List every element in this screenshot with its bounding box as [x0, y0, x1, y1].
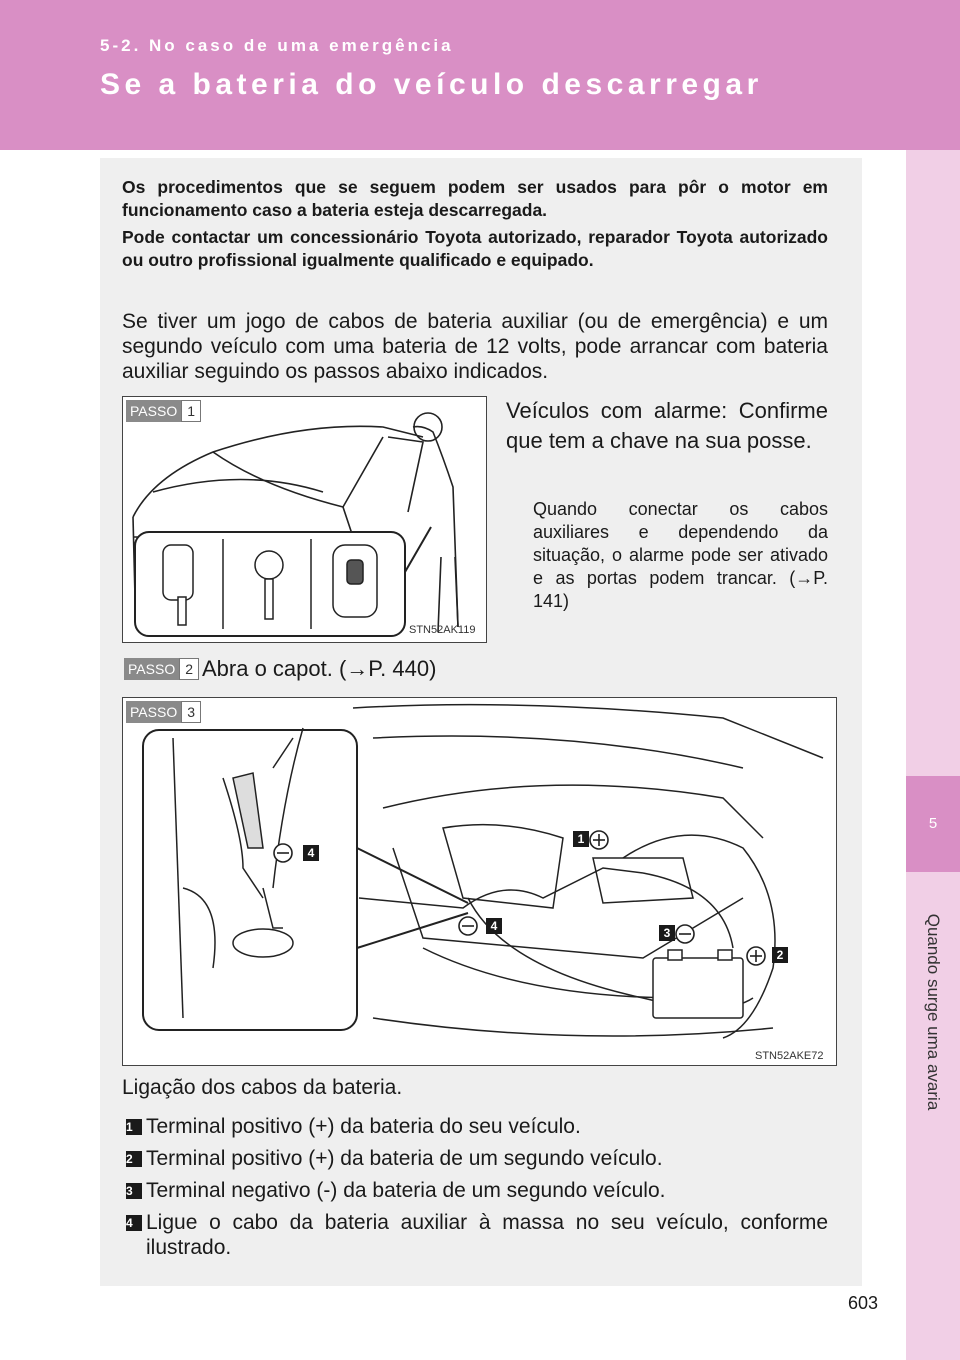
step-badge-3 [126, 701, 201, 723]
list-item [126, 1114, 828, 1139]
intro-body: Se tiver um jogo de cabos de bateria auxiliar (ou de emergência) e um segundo veículo com uma bateria de 12 volts, pode arrancar com bateria auxiliar seguindo os passos abaixo indicados. [122, 310, 828, 383]
page-title: Se a bateria do veículo descarregar [100, 68, 763, 101]
step-word: PASSO [124, 658, 179, 680]
chapter-number-tab[interactable]: 5 [906, 776, 960, 872]
callout-4: 4 [486, 918, 502, 934]
callout-1: 1 [573, 831, 589, 847]
intro-bold-2: Pode contactar um concessionário Toyota autorizado, reparador Toyota autorizado ou outro profissional igualmente qualificado e equipado. [122, 227, 828, 270]
step-number: 2 [179, 658, 199, 680]
list-item [126, 1178, 828, 1203]
figure-step3 [122, 697, 837, 1066]
step2-text: Abra o capot. (→P. 440) [202, 656, 437, 681]
figure-code: STN52AK119 [409, 624, 476, 636]
step-number: 3 [181, 701, 201, 723]
list-item-text: Terminal positivo (+) da bateria de um segundo veículo. [146, 1147, 663, 1170]
list-number-badge: 2 [126, 1151, 142, 1167]
intro-bold-1: Os procedimentos que se seguem podem ser usados para pôr o motor em funcionamento caso a bateria esteja descarregada. [122, 177, 828, 220]
step-word: PASSO [126, 400, 181, 422]
list-number-badge: 3 [126, 1183, 142, 1199]
step-badge-1 [126, 400, 201, 422]
callout-3: 3 [659, 925, 675, 941]
jump-start-illustration [123, 698, 836, 1065]
chapter-header [0, 0, 960, 150]
list-item-text: Terminal positivo (+) da bateria do seu veículo. [146, 1115, 581, 1138]
callout-2: 2 [772, 947, 788, 963]
step1-note: Quando conectar os cabos auxiliares e dependendo da situação, o alarme pode ser ativado e as portas podem trancar. (→P. 141) [533, 499, 828, 611]
list-number-badge: 4 [126, 1215, 142, 1231]
list-item-text: Terminal negativo (-) da bateria de um segundo veículo. [146, 1179, 666, 1202]
step1-text: Veículos com alarme: Confirme que tem a chave na sua posse. [506, 398, 828, 453]
callout-4-inset: 4 [303, 845, 319, 861]
step-badge-2 [124, 658, 199, 680]
list-item-text: Ligue o cabo da bateria auxiliar à massa no seu veículo, conforme ilustrado. [146, 1211, 828, 1259]
step3-caption: Ligação dos cabos da bateria. [122, 1076, 403, 1099]
figure-step1 [122, 396, 487, 643]
list-item [126, 1210, 828, 1260]
chapter-title-text: Quando surge uma avaria [924, 913, 943, 1111]
step-number: 1 [181, 400, 201, 422]
section-label: 5-2. No caso de uma emergência [100, 36, 454, 55]
figure-code: STN52AKE72 [755, 1050, 824, 1062]
list-number-badge: 1 [126, 1119, 142, 1135]
list-item [126, 1146, 828, 1171]
page-number: 603 [848, 1293, 879, 1313]
car-and-keys-illustration [123, 397, 486, 642]
chapter-side-tab [906, 150, 960, 1360]
chapter-title-vertical [906, 872, 960, 1152]
step-word: PASSO [126, 701, 181, 723]
